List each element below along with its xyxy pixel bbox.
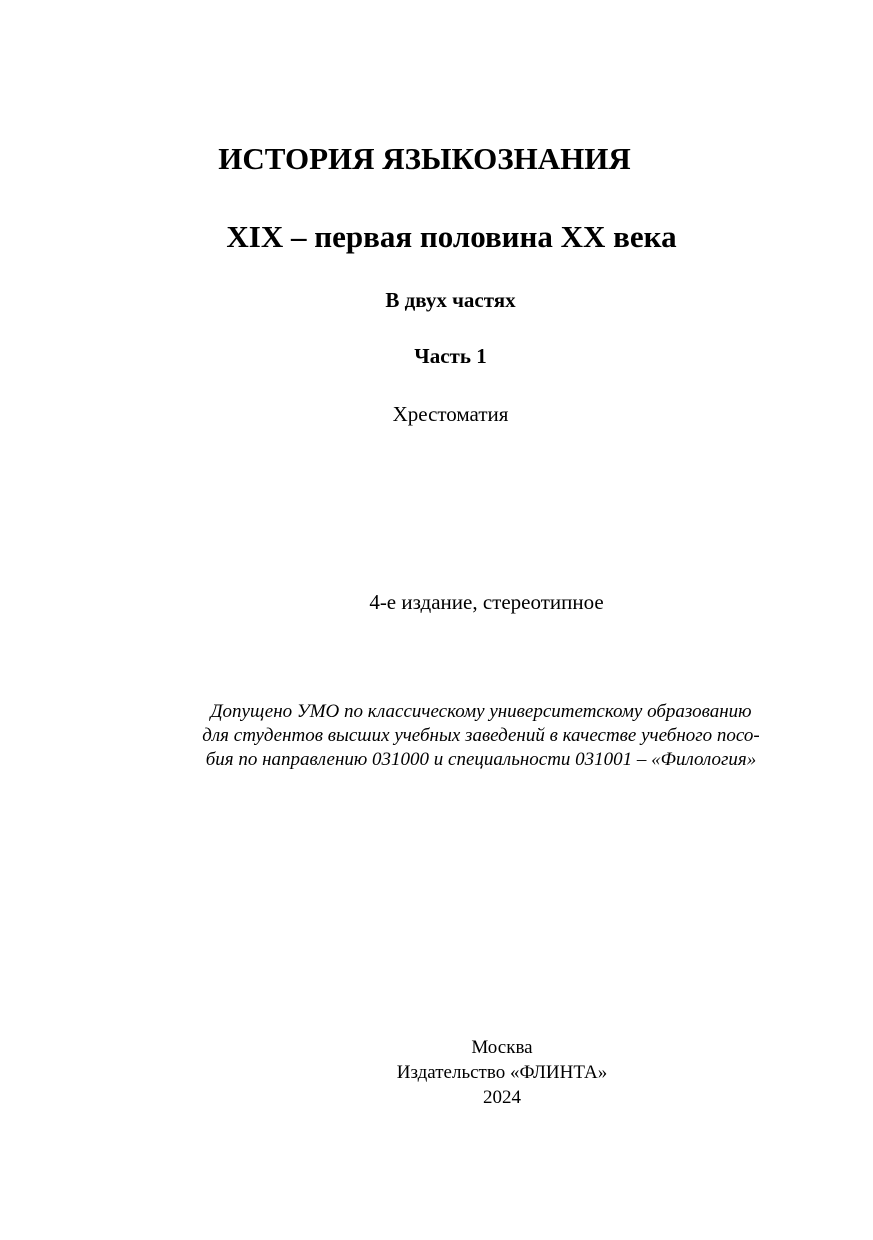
approval-statement	[166, 700, 796, 772]
imprint-year: 2024	[483, 1087, 521, 1108]
approval-line: Допущено УМО по классическому университетскому образованию	[210, 701, 752, 722]
imprint	[352, 1035, 652, 1110]
part-number: Часть 1	[414, 344, 487, 368]
book-title: ИСТОРИЯ ЯЗЫКОЗНАНИЯ	[218, 141, 631, 176]
edition-note: 4-е издание, стереотипное	[369, 590, 604, 614]
approval-line: для студентов высших учебных заведений в качестве учебного посо-	[202, 725, 760, 746]
approval-line: бия по направлению 031000 и специальности 031001 – «Филология»	[205, 749, 757, 770]
imprint-publisher: Издательство «ФЛИНТА»	[396, 1062, 608, 1083]
imprint-city: Москва	[471, 1037, 533, 1058]
genre-label: Хрестоматия	[392, 402, 509, 426]
book-subtitle: XIX – первая половина XX века	[226, 219, 677, 254]
parts-note: В двух частях	[385, 288, 516, 312]
